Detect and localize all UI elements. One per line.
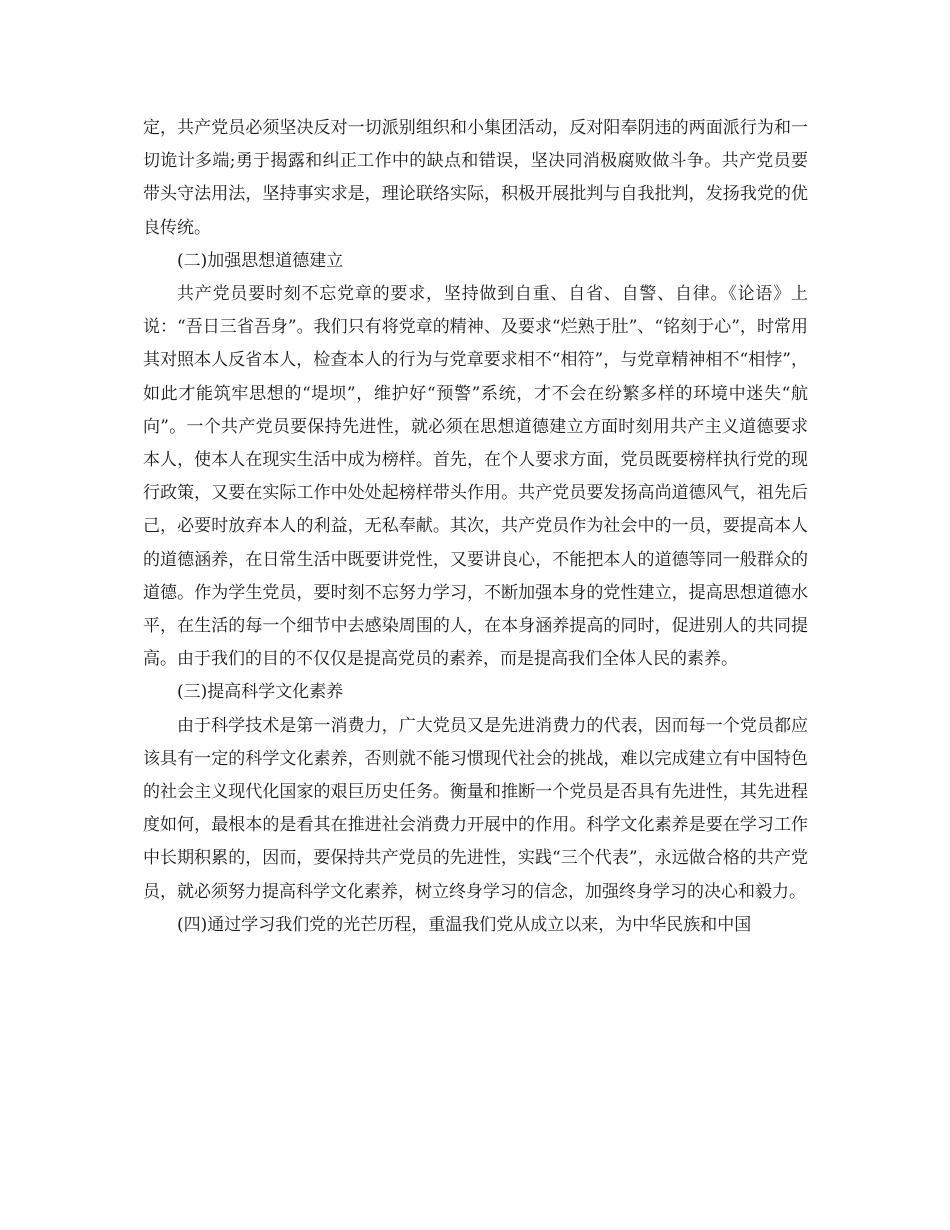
section-heading-2: (二)加强思想道德建立 (177, 250, 344, 271)
section-heading-3: (三)提高科学文化素养 (177, 682, 344, 703)
document-page (143, 112, 808, 942)
body-paragraph-1: 定，共产党员必须坚决反对一切派别组织和小集团活动，反对阳奉阴违的两面派行为和一切诡计多端;勇于揭露和纠正工作中的缺点和错误，坚决同消极腐败做斗争。共产党员要带头守法用法，坚持事实求是，理论联络实际，积极开展批判与自我批判，发扬我党的优良传统。 (143, 118, 808, 238)
body-paragraph-2: 共产党员要时刻不忘党章的要求，坚持做到自重、自省、自警、自律。《论语》上说：“吾日三省吾身”。我们只有将党章的精神、及要求“烂熟于肚”、“铭刻于心”，时常用其对照本人反省本人，检查本人的行为与党章要求相不“相符”，与党章精神相不“相悖”，如此才能筑牢思想的“堤坝”，维护好“预警”系统，才不会在纷繁多样的环境中迷失“航向”。一个共产党员要保持先进性，就必须在思想道德建立方面时刻用共产主义道德要求本人，使本人在现实生活中成为榜样。首先，在个人要求方面，党员既要榜样执行党的现行政策，又要在实际工作中处处起榜样带头作用。共产党员要发扬高尚道德风气，祖先后己，必要时放弃本人的利益，无私奉献。其次，共产党员作为社会中的一员，要提高本人的道德涵养，在日常生活中既要讲党性，又要讲良心，不能把本人的道德等同一般群众的道德。作为学生党员，要时刻不忘努力学习，不断加强本身的党性建立，提高思想道德水平，在生活的每一个细节中去感染周围的人，在本身涵养提高的同时，促进别人的共同提高。由于我们的目的不仅仅是提高党员的素养，而是提高我们全体人民的素养。 (143, 284, 808, 670)
body-paragraph-4: (四)通过学习我们党的光芒历程，重温我们党从成立以来，为中华民族和中国 (177, 914, 752, 935)
body-paragraph-3: 由于科学技术是第一消费力，广大党员又是先进消费力的代表，因而每一个党员都应该具有一定的科学文化素养，否则就不能习惯现代社会的挑战，难以完成建立有中国特色的社会主义现代化国家的艰巨历史任务。衡量和推断一个党员是否具有先进性，其先进程度如何，最根本的是看其在推进社会消费力开展中的作用。科学文化素养是要在学习工作中长期积累的，因而，要保持共产党员的先进性，实践“三个代表”，永远做合格的共产党员，就必须努力提高科学文化素养，树立终身学习的信念，加强终身学习的决心和毅力。 (143, 715, 808, 902)
